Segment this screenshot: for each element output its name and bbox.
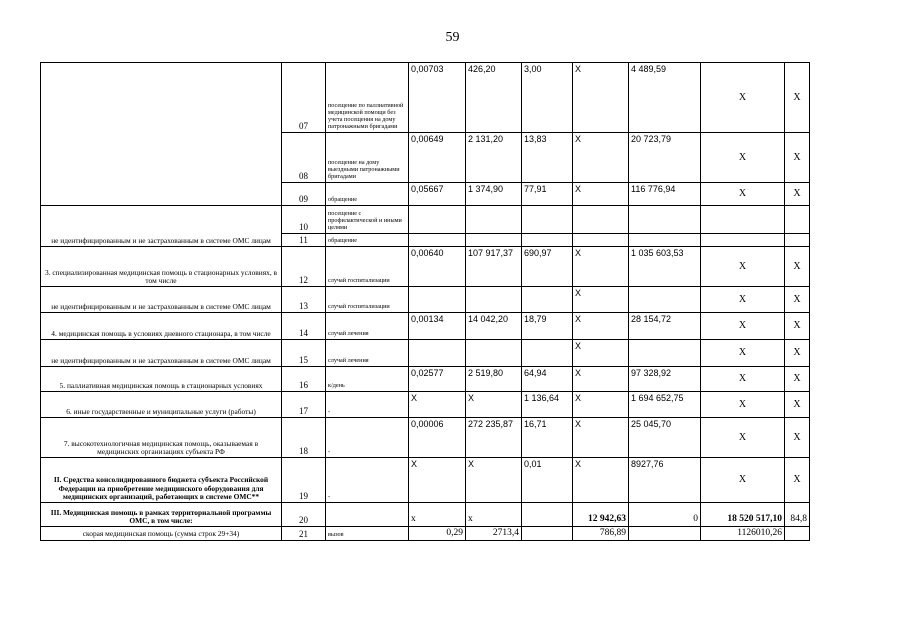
value-cell xyxy=(522,527,573,541)
value-cell xyxy=(466,206,522,234)
row-code-cell: 18 xyxy=(282,418,326,458)
row-code-cell: 16 xyxy=(282,367,326,392)
value-cell xyxy=(573,206,629,234)
value-cell: X xyxy=(785,247,810,287)
row-code-cell: 14 xyxy=(282,313,326,340)
value-cell xyxy=(522,503,573,527)
table-row xyxy=(41,367,810,392)
row-code-cell: 21 xyxy=(282,527,326,541)
value-cell: 3,00 xyxy=(522,63,573,133)
value-cell: X xyxy=(466,458,522,503)
value-cell: 0,00134 xyxy=(409,313,466,340)
value-cell xyxy=(522,234,573,247)
value-cell: x xyxy=(466,503,522,527)
value-cell: 4 489,59 xyxy=(629,63,701,133)
value-cell: 0,02577 xyxy=(409,367,466,392)
value-cell: 0,01 xyxy=(522,458,573,503)
row-name-cell: 4. медицинская помощь в условиях дневного стационара, в том числе xyxy=(41,313,282,340)
value-cell: 0,00703 xyxy=(409,63,466,133)
table-row xyxy=(41,206,810,234)
value-cell: X xyxy=(785,418,810,458)
value-cell: 18,79 xyxy=(522,313,573,340)
row-code-cell: 20 xyxy=(282,503,326,527)
value-cell: X xyxy=(573,133,629,183)
value-cell: X xyxy=(573,287,629,313)
value-cell: 107 917,37 xyxy=(466,247,522,287)
value-cell: X xyxy=(701,63,785,133)
value-cell: X xyxy=(701,287,785,313)
value-cell: 77,91 xyxy=(522,183,573,206)
value-cell xyxy=(629,206,701,234)
value-cell xyxy=(701,206,785,234)
row-name-cell xyxy=(41,63,282,206)
row-unit-cell: обращение xyxy=(326,183,409,206)
value-cell: 0,00649 xyxy=(409,133,466,183)
table-row xyxy=(41,340,810,367)
value-cell xyxy=(785,527,810,541)
value-cell: X xyxy=(701,458,785,503)
value-cell: 13,83 xyxy=(522,133,573,183)
value-cell: X xyxy=(573,367,629,392)
row-name-cell: III. Медицинская помощь в рамках территориальной программы ОМС, в том числе: xyxy=(41,503,282,527)
row-unit-cell: - xyxy=(326,418,409,458)
value-cell xyxy=(629,234,701,247)
value-cell xyxy=(409,340,466,367)
value-cell xyxy=(466,234,522,247)
value-cell: x xyxy=(409,503,466,527)
value-cell: X xyxy=(785,63,810,133)
value-cell: X xyxy=(785,340,810,367)
value-cell: 0,05667 xyxy=(409,183,466,206)
row-code-cell: 10 xyxy=(282,206,326,234)
value-cell: 1 035 603,53 xyxy=(629,247,701,287)
row-code-cell: 07 xyxy=(282,63,326,133)
value-cell: 272 235,87 xyxy=(466,418,522,458)
value-cell: X xyxy=(466,392,522,418)
value-cell: X xyxy=(573,183,629,206)
value-cell: 116 776,94 xyxy=(629,183,701,206)
value-cell: 16,71 xyxy=(522,418,573,458)
value-cell: X xyxy=(701,367,785,392)
value-cell xyxy=(466,287,522,313)
value-cell: X xyxy=(785,183,810,206)
value-cell: X xyxy=(701,418,785,458)
value-cell: X xyxy=(409,392,466,418)
value-cell: X xyxy=(701,340,785,367)
row-code-cell: 17 xyxy=(282,392,326,418)
value-cell: X xyxy=(785,133,810,183)
row-name-cell: не идентифицированным и не застрахованным в системе ОМС лицам xyxy=(41,206,282,247)
value-cell: X xyxy=(701,247,785,287)
value-cell: 2 519,80 xyxy=(466,367,522,392)
row-code-cell: 13 xyxy=(282,287,326,313)
value-cell: 97 328,92 xyxy=(629,367,701,392)
table-row xyxy=(41,418,810,458)
value-cell: 0,00640 xyxy=(409,247,466,287)
value-cell: 426,20 xyxy=(466,63,522,133)
value-cell: 84,8 xyxy=(785,503,810,527)
value-cell xyxy=(629,287,701,313)
value-cell: X xyxy=(785,367,810,392)
row-unit-cell: случай лечения xyxy=(326,313,409,340)
value-cell xyxy=(409,287,466,313)
value-cell: 1 136,64 xyxy=(522,392,573,418)
value-cell: 690,97 xyxy=(522,247,573,287)
table-row xyxy=(41,247,810,287)
value-cell xyxy=(522,206,573,234)
value-cell: X xyxy=(573,418,629,458)
row-name-cell: 3. специализированная медицинская помощь в стационарных условиях, в том числе xyxy=(41,247,282,287)
row-code-cell: 12 xyxy=(282,247,326,287)
row-unit-cell: вызов xyxy=(326,527,409,541)
row-name-cell: не идентифицированным и не застрахованным в системе ОМС лицам xyxy=(41,287,282,313)
value-cell: X xyxy=(701,392,785,418)
value-cell xyxy=(629,527,701,541)
value-cell: 20 723,79 xyxy=(629,133,701,183)
value-cell: X xyxy=(573,458,629,503)
page-number: 59 xyxy=(445,30,460,45)
value-cell: X xyxy=(573,340,629,367)
value-cell: 2713,4 xyxy=(466,527,522,541)
value-cell: X xyxy=(701,133,785,183)
value-cell: 25 045,70 xyxy=(629,418,701,458)
value-cell xyxy=(785,206,810,234)
value-cell xyxy=(409,206,466,234)
row-name-cell: 6. иные государственные и муниципальные услуги (работы) xyxy=(41,392,282,418)
value-cell: X xyxy=(785,458,810,503)
row-unit-cell: обращение xyxy=(326,234,409,247)
row-unit-cell: к/день xyxy=(326,367,409,392)
row-unit-cell xyxy=(326,503,409,527)
table-row xyxy=(41,458,810,503)
value-cell: 786,89 xyxy=(573,527,629,541)
value-cell: X xyxy=(785,287,810,313)
row-unit-cell: случай лечения xyxy=(326,340,409,367)
table-row xyxy=(41,527,810,541)
value-cell: X xyxy=(701,183,785,206)
row-name-cell: II. Средства консолидированного бюджета субъекта Российской Федерации на приобретение медицинского оборудования для медицинских организаций, работающих в системе ОМС** xyxy=(41,458,282,503)
value-cell: 14 042,20 xyxy=(466,313,522,340)
value-cell: 1126010,26 xyxy=(701,527,785,541)
row-code-cell: 19 xyxy=(282,458,326,503)
row-code-cell: 09 xyxy=(282,183,326,206)
value-cell: X xyxy=(785,313,810,340)
row-unit-cell: посещение по паллиативной медицинской помощи без учета посещения на дому патронажными бригадами xyxy=(326,63,409,133)
value-cell: 2 131,20 xyxy=(466,133,522,183)
row-code-cell: 15 xyxy=(282,340,326,367)
value-cell xyxy=(522,287,573,313)
row-name-cell: 5. паллиативная медицинская помощь в стационарных условиях xyxy=(41,367,282,392)
value-cell: 12 942,63 xyxy=(573,503,629,527)
value-cell xyxy=(573,234,629,247)
value-cell: 0 xyxy=(629,503,701,527)
value-cell: X xyxy=(573,392,629,418)
value-cell xyxy=(522,340,573,367)
row-unit-cell: случай госпитализации xyxy=(326,247,409,287)
value-cell xyxy=(629,340,701,367)
value-cell: X xyxy=(409,458,466,503)
table-row xyxy=(41,287,810,313)
value-cell xyxy=(466,340,522,367)
value-cell: 18 520 517,10 xyxy=(701,503,785,527)
value-cell: 0,29 xyxy=(409,527,466,541)
row-unit-cell: посещение с профилактической и иными целями xyxy=(326,206,409,234)
row-unit-cell: случай госпитализации xyxy=(326,287,409,313)
value-cell: 1 374,90 xyxy=(466,183,522,206)
row-unit-cell: - xyxy=(326,392,409,418)
row-unit-cell: посещение на дому выездными патронажными бригадами xyxy=(326,133,409,183)
value-cell: 1 694 652,75 xyxy=(629,392,701,418)
row-name-cell: скорая медицинская помощь (сумма строк 29+34) xyxy=(41,527,282,541)
table-row xyxy=(41,313,810,340)
value-cell: X xyxy=(573,63,629,133)
table-row xyxy=(41,503,810,527)
value-cell: X xyxy=(701,313,785,340)
value-cell: 28 154,72 xyxy=(629,313,701,340)
row-code-cell: 08 xyxy=(282,133,326,183)
row-unit-cell: - xyxy=(326,458,409,503)
row-code-cell: 11 xyxy=(282,234,326,247)
table-row xyxy=(41,63,810,133)
value-cell: 64,94 xyxy=(522,367,573,392)
value-cell: X xyxy=(573,247,629,287)
value-cell xyxy=(409,234,466,247)
value-cell xyxy=(701,234,785,247)
value-cell: 8927,76 xyxy=(629,458,701,503)
budget-table xyxy=(40,62,810,541)
value-cell xyxy=(785,234,810,247)
value-cell: 0,00006 xyxy=(409,418,466,458)
value-cell: X xyxy=(785,392,810,418)
row-name-cell: не идентифицированным и не застрахованным в системе ОМС лицам xyxy=(41,340,282,367)
table-row xyxy=(41,392,810,418)
value-cell: X xyxy=(573,313,629,340)
row-name-cell: 7. высокотехнологичная медицинская помощь, оказываемая в медицинских организациях субъекта РФ xyxy=(41,418,282,458)
